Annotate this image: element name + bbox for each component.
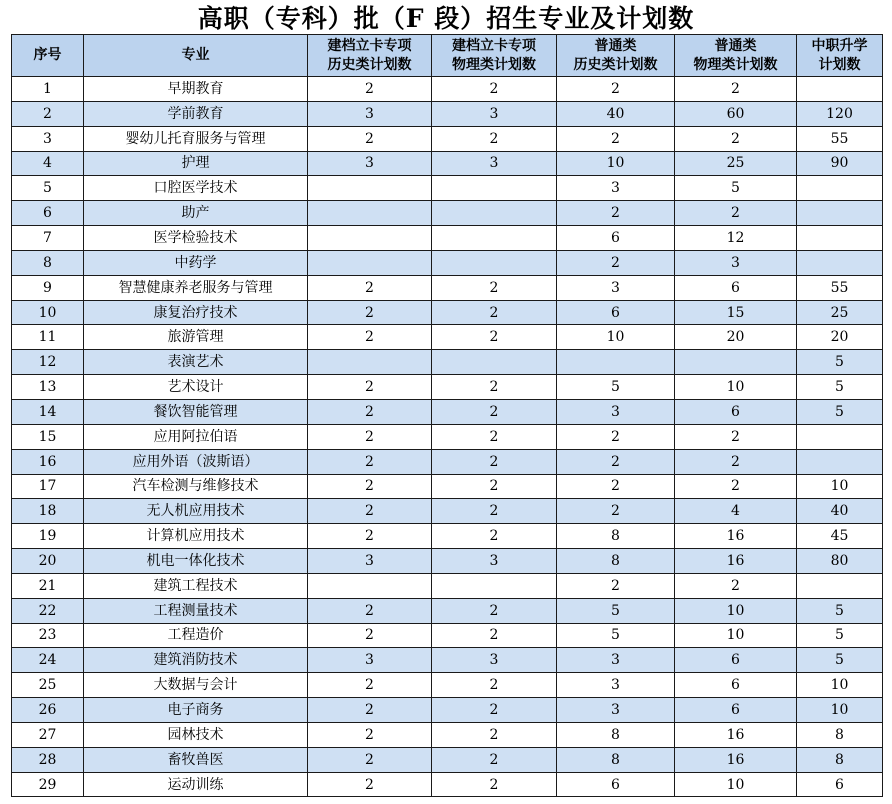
cell-major: 畜牧兽医: [84, 747, 308, 772]
cell-general-history: 8: [557, 524, 675, 549]
cell-major: 医学检验技术: [84, 226, 308, 251]
cell-general-physics: 10: [675, 623, 797, 648]
cell-archived-history: 2: [308, 449, 432, 474]
cell-general-physics: 2: [675, 474, 797, 499]
cell-seq: 29: [12, 772, 84, 797]
cell-seq: 21: [12, 573, 84, 598]
cell-archived-history: 2: [308, 673, 432, 698]
cell-major: 助产: [84, 201, 308, 226]
cell-archived-history: [308, 176, 432, 201]
cell-vocational: 20: [797, 325, 883, 350]
cell-general-history: 3: [557, 399, 675, 424]
cell-archived-history: 2: [308, 747, 432, 772]
cell-seq: 10: [12, 300, 84, 325]
cell-archived-physics: 2: [432, 300, 557, 325]
cell-general-physics: 5: [675, 176, 797, 201]
cell-major: 旅游管理: [84, 325, 308, 350]
cell-major: 表演艺术: [84, 350, 308, 375]
table-row: [12, 126, 883, 151]
cell-general-physics: 16: [675, 524, 797, 549]
cell-seq: 17: [12, 474, 84, 499]
cell-archived-history: 3: [308, 151, 432, 176]
cell-general-physics: [675, 350, 797, 375]
cell-general-physics: 6: [675, 399, 797, 424]
cell-vocational: 10: [797, 673, 883, 698]
cell-archived-history: 3: [308, 648, 432, 673]
cell-major: 电子商务: [84, 698, 308, 723]
cell-vocational: 6: [797, 772, 883, 797]
cell-vocational: 10: [797, 474, 883, 499]
cell-archived-physics: 2: [432, 772, 557, 797]
cell-archived-physics: 2: [432, 424, 557, 449]
header-seq: 序号: [12, 35, 84, 77]
cell-general-history: 2: [557, 424, 675, 449]
cell-general-history: 2: [557, 474, 675, 499]
table-header-row: [12, 35, 883, 77]
cell-seq: 4: [12, 151, 84, 176]
cell-major: 工程造价: [84, 623, 308, 648]
cell-major: 建筑消防技术: [84, 648, 308, 673]
cell-general-history: 5: [557, 623, 675, 648]
cell-general-history: 8: [557, 747, 675, 772]
cell-major: 无人机应用技术: [84, 499, 308, 524]
cell-archived-physics: 3: [432, 549, 557, 574]
table-row: [12, 549, 883, 574]
cell-seq: 16: [12, 449, 84, 474]
cell-archived-physics: 2: [432, 524, 557, 549]
cell-vocational: 25: [797, 300, 883, 325]
cell-general-history: 2: [557, 126, 675, 151]
cell-major: 婴幼儿托育服务与管理: [84, 126, 308, 151]
cell-general-history: 10: [557, 151, 675, 176]
table-row: [12, 449, 883, 474]
cell-major: 工程测量技术: [84, 598, 308, 623]
cell-archived-physics: 2: [432, 747, 557, 772]
cell-vocational: 80: [797, 549, 883, 574]
cell-archived-history: 2: [308, 424, 432, 449]
cell-archived-physics: [432, 350, 557, 375]
cell-vocational: 10: [797, 698, 883, 723]
cell-vocational: [797, 201, 883, 226]
cell-general-history: 3: [557, 275, 675, 300]
table-row: [12, 474, 883, 499]
cell-archived-physics: 3: [432, 101, 557, 126]
cell-archived-history: 2: [308, 524, 432, 549]
cell-major: 口腔医学技术: [84, 176, 308, 201]
cell-seq: 3: [12, 126, 84, 151]
cell-seq: 7: [12, 226, 84, 251]
cell-general-physics: 3: [675, 250, 797, 275]
cell-seq: 26: [12, 698, 84, 723]
cell-general-physics: 2: [675, 449, 797, 474]
cell-seq: 27: [12, 722, 84, 747]
cell-seq: 6: [12, 201, 84, 226]
cell-archived-physics: 2: [432, 698, 557, 723]
cell-seq: 24: [12, 648, 84, 673]
cell-seq: 9: [12, 275, 84, 300]
enrollment-plan-table: [11, 34, 883, 797]
cell-archived-history: 3: [308, 101, 432, 126]
cell-major: 机电一体化技术: [84, 549, 308, 574]
cell-major: 康复治疗技术: [84, 300, 308, 325]
cell-general-history: 2: [557, 573, 675, 598]
cell-seq: 2: [12, 101, 84, 126]
cell-archived-physics: 2: [432, 598, 557, 623]
cell-general-physics: 60: [675, 101, 797, 126]
cell-archived-physics: 2: [432, 623, 557, 648]
table-row: [12, 275, 883, 300]
cell-archived-history: 3: [308, 549, 432, 574]
cell-general-physics: 16: [675, 747, 797, 772]
cell-general-history: 10: [557, 325, 675, 350]
cell-general-history: [557, 350, 675, 375]
cell-vocational: 45: [797, 524, 883, 549]
cell-vocational: 5: [797, 350, 883, 375]
cell-archived-physics: 2: [432, 399, 557, 424]
cell-general-history: 2: [557, 250, 675, 275]
cell-major: 园林技术: [84, 722, 308, 747]
cell-archived-history: 2: [308, 623, 432, 648]
cell-vocational: 5: [797, 598, 883, 623]
cell-seq: 11: [12, 325, 84, 350]
cell-archived-history: [308, 226, 432, 251]
cell-general-history: 8: [557, 722, 675, 747]
cell-archived-history: [308, 201, 432, 226]
header-general-history: 普通类 历史类计划数: [557, 35, 675, 77]
cell-archived-history: 2: [308, 772, 432, 797]
cell-general-physics: 6: [675, 698, 797, 723]
cell-general-physics: 16: [675, 549, 797, 574]
table-row: [12, 424, 883, 449]
cell-archived-history: 2: [308, 598, 432, 623]
cell-archived-physics: 2: [432, 275, 557, 300]
cell-archived-history: 2: [308, 399, 432, 424]
cell-general-history: 6: [557, 772, 675, 797]
cell-archived-history: [308, 573, 432, 598]
cell-seq: 13: [12, 375, 84, 400]
cell-archived-physics: 2: [432, 77, 557, 102]
cell-major: 护理: [84, 151, 308, 176]
cell-archived-physics: 2: [432, 375, 557, 400]
cell-archived-physics: [432, 226, 557, 251]
cell-general-history: 8: [557, 549, 675, 574]
cell-archived-history: 2: [308, 474, 432, 499]
cell-major: 建筑工程技术: [84, 573, 308, 598]
cell-major: 计算机应用技术: [84, 524, 308, 549]
cell-general-physics: 4: [675, 499, 797, 524]
cell-vocational: 55: [797, 126, 883, 151]
cell-major: 智慧健康养老服务与管理: [84, 275, 308, 300]
cell-vocational: 55: [797, 275, 883, 300]
cell-vocational: [797, 449, 883, 474]
cell-major: 艺术设计: [84, 375, 308, 400]
cell-general-history: 3: [557, 648, 675, 673]
table-row: [12, 524, 883, 549]
cell-archived-history: 2: [308, 325, 432, 350]
cell-vocational: 8: [797, 722, 883, 747]
cell-general-physics: 25: [675, 151, 797, 176]
table-row: [12, 250, 883, 275]
table-row: [12, 499, 883, 524]
cell-seq: 18: [12, 499, 84, 524]
table-row: [12, 598, 883, 623]
cell-archived-physics: 2: [432, 722, 557, 747]
table-row: [12, 772, 883, 797]
cell-general-physics: 10: [675, 375, 797, 400]
cell-major: 运动训练: [84, 772, 308, 797]
cell-vocational: [797, 226, 883, 251]
cell-archived-physics: 2: [432, 673, 557, 698]
cell-archived-physics: [432, 573, 557, 598]
cell-seq: 8: [12, 250, 84, 275]
cell-seq: 23: [12, 623, 84, 648]
table-row: [12, 747, 883, 772]
table-row: [12, 375, 883, 400]
cell-vocational: [797, 77, 883, 102]
cell-general-history: 6: [557, 226, 675, 251]
table-row: [12, 101, 883, 126]
cell-major: 早期教育: [84, 77, 308, 102]
table-row: [12, 722, 883, 747]
header-general-physics: 普通类 物理类计划数: [675, 35, 797, 77]
cell-archived-history: 2: [308, 499, 432, 524]
table-row: [12, 201, 883, 226]
cell-general-history: 3: [557, 176, 675, 201]
table-row: [12, 226, 883, 251]
cell-vocational: [797, 176, 883, 201]
cell-major: 大数据与会计: [84, 673, 308, 698]
cell-archived-physics: 3: [432, 648, 557, 673]
table-row: [12, 325, 883, 350]
cell-general-physics: 12: [675, 226, 797, 251]
cell-seq: 5: [12, 176, 84, 201]
header-archived-physics: 建档立卡专项 物理类计划数: [432, 35, 557, 77]
cell-archived-history: 2: [308, 375, 432, 400]
cell-vocational: 5: [797, 375, 883, 400]
table-row: [12, 176, 883, 201]
cell-general-physics: 15: [675, 300, 797, 325]
table-row: [12, 648, 883, 673]
cell-general-history: 2: [557, 77, 675, 102]
cell-archived-physics: 2: [432, 325, 557, 350]
cell-general-physics: 2: [675, 201, 797, 226]
cell-archived-history: 2: [308, 300, 432, 325]
cell-general-history: 2: [557, 449, 675, 474]
cell-seq: 12: [12, 350, 84, 375]
cell-general-physics: 6: [675, 275, 797, 300]
cell-general-history: 5: [557, 598, 675, 623]
cell-general-history: 5: [557, 375, 675, 400]
table-row: [12, 151, 883, 176]
table-row: [12, 399, 883, 424]
cell-major: 学前教育: [84, 101, 308, 126]
cell-general-physics: 10: [675, 598, 797, 623]
table-row: [12, 698, 883, 723]
cell-general-physics: 10: [675, 772, 797, 797]
page-title: 高职（专科）批（F 段）招生专业及计划数: [197, 4, 695, 33]
cell-archived-history: [308, 250, 432, 275]
cell-general-physics: 16: [675, 722, 797, 747]
cell-vocational: [797, 573, 883, 598]
cell-archived-physics: [432, 176, 557, 201]
cell-general-physics: 2: [675, 77, 797, 102]
cell-general-history: 6: [557, 300, 675, 325]
header-archived-history: 建档立卡专项 历史类计划数: [308, 35, 432, 77]
cell-seq: 22: [12, 598, 84, 623]
cell-general-history: 40: [557, 101, 675, 126]
table-row: [12, 300, 883, 325]
cell-general-history: 3: [557, 673, 675, 698]
cell-archived-physics: 2: [432, 474, 557, 499]
cell-major: 应用外语（波斯语）: [84, 449, 308, 474]
cell-major: 汽车检测与维修技术: [84, 474, 308, 499]
cell-archived-physics: 2: [432, 499, 557, 524]
cell-general-physics: 2: [675, 573, 797, 598]
cell-archived-history: [308, 350, 432, 375]
cell-archived-physics: [432, 250, 557, 275]
cell-seq: 19: [12, 524, 84, 549]
cell-major: 中药学: [84, 250, 308, 275]
cell-archived-history: 2: [308, 126, 432, 151]
table-body: [12, 77, 883, 797]
cell-general-physics: 2: [675, 126, 797, 151]
cell-general-history: 3: [557, 698, 675, 723]
cell-vocational: 40: [797, 499, 883, 524]
cell-major: 应用阿拉伯语: [84, 424, 308, 449]
cell-general-physics: 2: [675, 424, 797, 449]
cell-vocational: 5: [797, 623, 883, 648]
cell-vocational: 5: [797, 648, 883, 673]
cell-archived-history: 2: [308, 275, 432, 300]
cell-general-physics: 6: [675, 673, 797, 698]
table-row: [12, 350, 883, 375]
header-vocational: 中职升学 计划数: [797, 35, 883, 77]
header-major: 专业: [84, 35, 308, 77]
table-row: [12, 77, 883, 102]
cell-general-history: 2: [557, 499, 675, 524]
cell-archived-physics: 2: [432, 126, 557, 151]
table-row: [12, 573, 883, 598]
cell-general-physics: 6: [675, 648, 797, 673]
cell-archived-history: 2: [308, 77, 432, 102]
cell-seq: 15: [12, 424, 84, 449]
cell-vocational: 8: [797, 747, 883, 772]
cell-vocational: 90: [797, 151, 883, 176]
cell-vocational: 120: [797, 101, 883, 126]
cell-vocational: 5: [797, 399, 883, 424]
cell-seq: 20: [12, 549, 84, 574]
cell-archived-history: 2: [308, 698, 432, 723]
cell-archived-physics: [432, 201, 557, 226]
cell-seq: 1: [12, 77, 84, 102]
cell-general-physics: 20: [675, 325, 797, 350]
cell-major: 餐饮智能管理: [84, 399, 308, 424]
cell-archived-physics: 3: [432, 151, 557, 176]
cell-vocational: [797, 424, 883, 449]
table-row: [12, 673, 883, 698]
cell-vocational: [797, 250, 883, 275]
cell-archived-physics: 2: [432, 449, 557, 474]
cell-seq: 25: [12, 673, 84, 698]
cell-seq: 28: [12, 747, 84, 772]
cell-archived-history: 2: [308, 722, 432, 747]
cell-seq: 14: [12, 399, 84, 424]
cell-general-history: 2: [557, 201, 675, 226]
table-row: [12, 623, 883, 648]
